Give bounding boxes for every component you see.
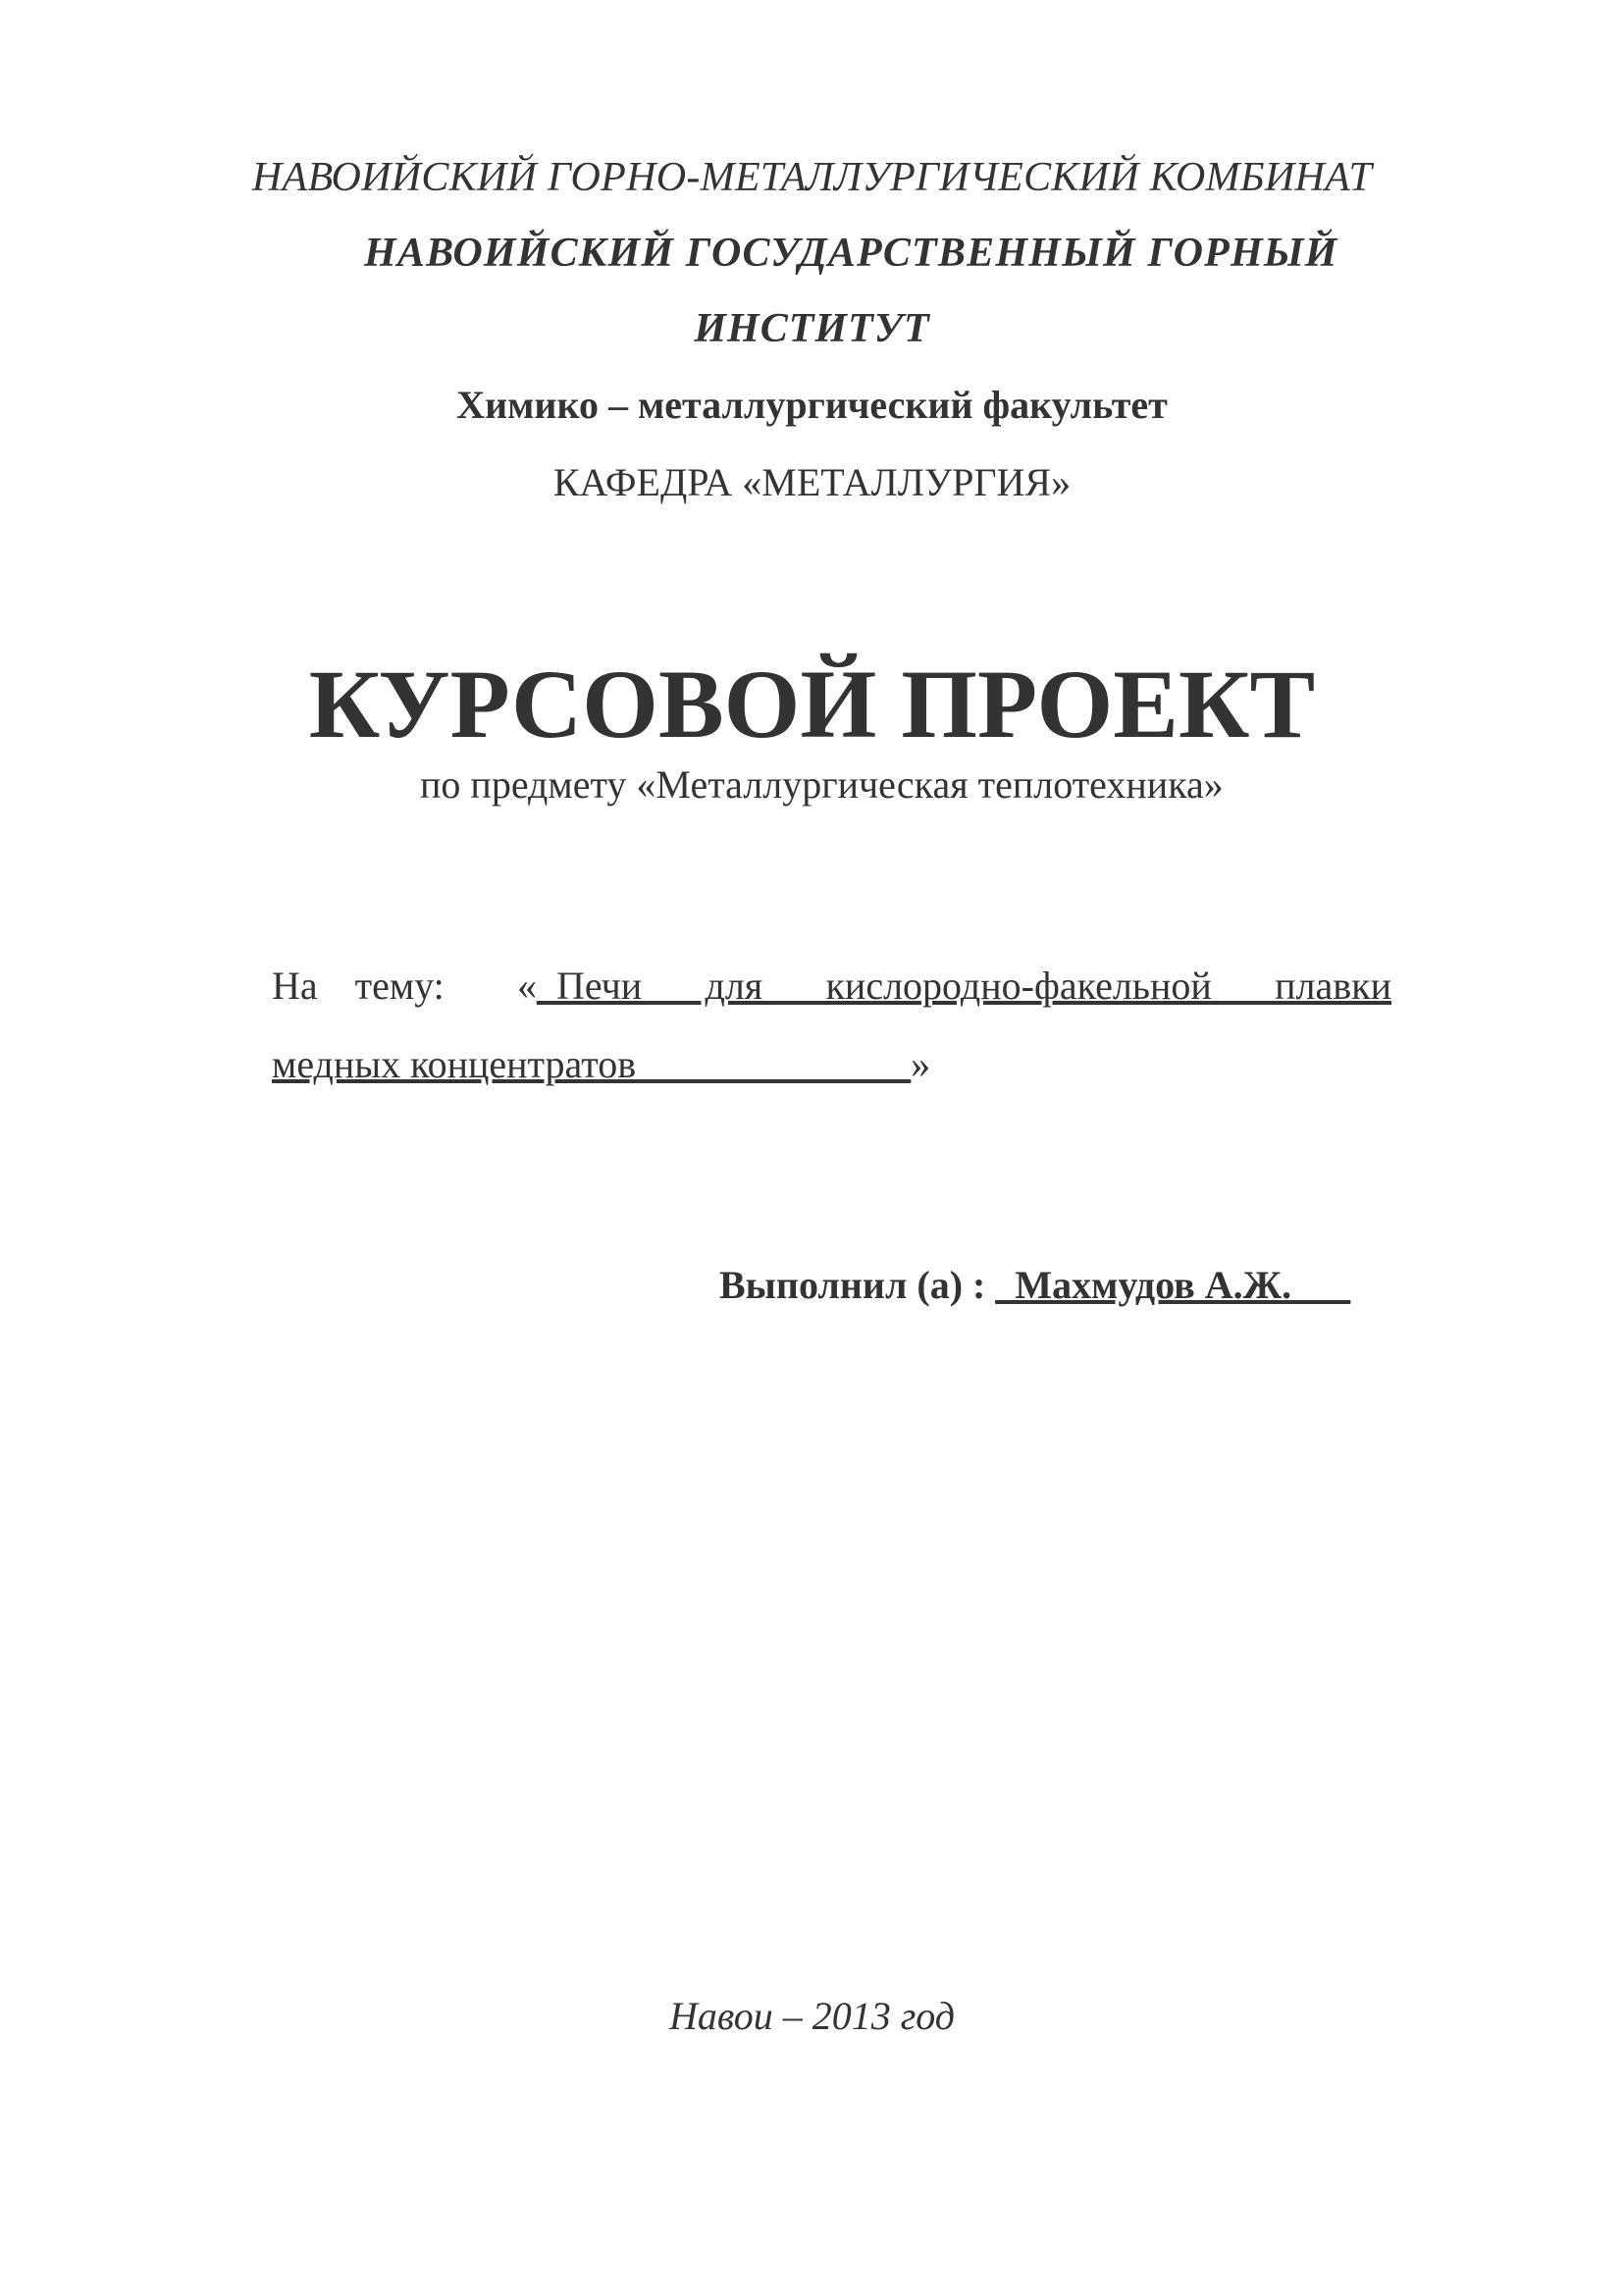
combine-name: НАВОИЙСКИЙ ГОРНО-МЕТАЛЛУРГИЧЕСКИЙ КОМБИНАТ bbox=[251, 155, 1373, 200]
topic-label bbox=[272, 966, 517, 1006]
topic-close-quote: » bbox=[911, 1042, 931, 1086]
topic-row-1 bbox=[272, 966, 1391, 1006]
department-name: КАФЕДРА «МЕТАЛЛУРГИЯ» bbox=[552, 460, 1072, 504]
topic-label-word-1: На bbox=[272, 964, 318, 1008]
performer-line bbox=[719, 1263, 1351, 1307]
city-year: Навои – 2013 год bbox=[668, 1994, 956, 2038]
topic-text-line-2: медных концентратов______________ bbox=[272, 1042, 912, 1086]
topic-text-line-1: _Печи для кислородно-факельной плавки bbox=[537, 964, 1391, 1008]
topic-open-quote: « bbox=[517, 964, 537, 1008]
performer-label: Выполнил (а) : bbox=[719, 1263, 996, 1307]
document-title: КУРСОВОЙ ПРОЕКТ bbox=[308, 650, 1316, 758]
faculty-name: Химико – металлургический факультет bbox=[456, 383, 1168, 427]
performer-name: _Махмудов А.Ж.___ bbox=[995, 1263, 1351, 1307]
topic-row-2 bbox=[272, 1042, 931, 1086]
subject-line: по предмету «Металлургическая теплотехника» bbox=[420, 762, 1224, 807]
institute-name-line-1: НАВОИЙСКИЙ ГОСУДАРСТВЕННЫЙ ГОРНЫЙ bbox=[364, 231, 1338, 276]
institute-name-line-2: ИНСТИТУТ bbox=[694, 306, 930, 351]
topic-label-word-2: тему: bbox=[354, 964, 445, 1008]
